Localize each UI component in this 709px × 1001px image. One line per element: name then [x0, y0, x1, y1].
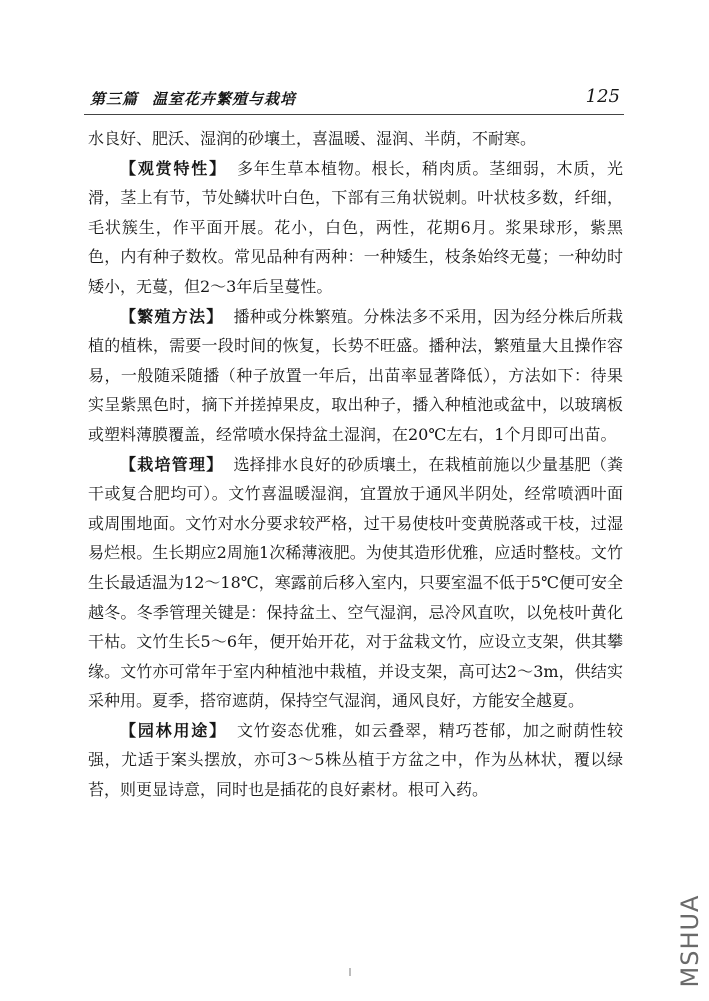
watermark-text: MSHUA	[676, 894, 704, 988]
body-text	[88, 124, 623, 805]
section-cultivation	[88, 450, 623, 716]
section-ornamental-features	[88, 154, 623, 302]
section-text: 播种或分株繁殖。分株法多不采用，因为经分株后所栽植的植株，需要一段时间的恢复，长势不旺盛。播种法，繁殖量大且操作容易，一般随采随播（种子放置一年后，出苗率显著降低），方法如下：待果实呈紫黑色时，摘下并搓掉果皮，取出种子，播入种植池或盆中，以玻璃板或塑料薄膜覆盖，经常喷水保持盆土湿润，在20℃左右，1个月即可出苗。	[88, 306, 623, 444]
section-propagation	[88, 302, 623, 450]
section-text: 多年生草本植物。根长，稍肉质。茎细弱，木质，光滑，茎上有节，节处鳞状叶白色，下部有三角状锐刺。叶状枝多数，纤细，毛状簇生，作平面开展。花小，白色，两性，花期6月。浆果球形，紫黑色，内有种子数枚。常见品种有两种：一种矮生，枝条始终无蔓；一种幼时矮小，无蔓，但2～3年后呈蔓性。	[88, 158, 623, 296]
section-text: 选择排水良好的砂质壤土，在栽植前施以少量基肥（粪干或复合肥均可）。文竹喜温暖湿润，宜置放于通风半阴处，经常喷洒叶面或周围地面。文竹对水分要求较严格，过干易使枝叶变黄脱落或干枝，过湿易烂根。生长期应2周施1次稀薄液肥。为使其造形优雅，应适时整枝。文竹生长最适温为12～18℃，寒露前后移入室内，只要室温不低于5℃便可安全越冬。冬季管理关键是：保持盆土、空气湿润，忌冷风直吹，以免枝叶黄化干枯。文竹生长5～6年，便开始开花，对于盆栽文竹，应设立支架，供其攀缘。文竹亦可常年于室内种植池中栽植，并设支架，高可达2～3m，供结实采种用。夏季，搭帘遮荫，保持空气湿润，通风良好，方能安全越夏。	[88, 454, 623, 711]
section-heading: 【观赏特性】	[120, 158, 227, 178]
scan-speck	[349, 968, 351, 976]
watermark	[676, 886, 704, 996]
section-landscape-use	[88, 716, 623, 805]
chapter-title: 温室花卉繁殖与栽培	[152, 90, 297, 108]
section-heading: 【园林用途】	[120, 720, 227, 740]
intro-paragraph: 水良好、肥沃、湿润的砂壤土，喜温暖、湿润、半荫，不耐寒。	[88, 129, 537, 148]
page-number: 125	[585, 86, 620, 107]
section-heading: 【栽培管理】	[120, 454, 224, 474]
section-text: 文竹姿态优雅，如云叠翠，精巧苍郁，加之耐荫性较强，尤适于案头摆放，亦可3～5株丛植于方盆之中，作为丛林状，覆以绿苔，则更显诗意，同时也是插花的良好素材。根可入药。	[88, 720, 623, 800]
running-title	[90, 88, 296, 109]
header-rule	[84, 114, 624, 115]
part-label: 第三篇	[90, 90, 139, 108]
page-header	[90, 86, 620, 116]
section-heading: 【繁殖方法】	[120, 306, 224, 326]
